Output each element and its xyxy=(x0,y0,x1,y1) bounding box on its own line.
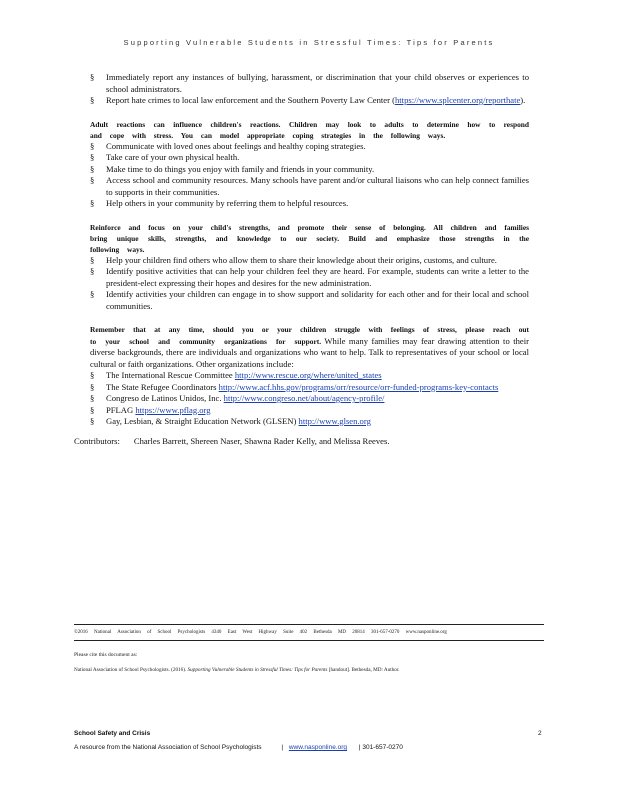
irc-link[interactable]: http://www.rescue.org/where/united_states xyxy=(234,370,382,380)
cite-instruction: Please cite this document as: xyxy=(74,652,138,658)
contributors-label: Contributors: xyxy=(74,435,120,446)
list-item: § Immediately report any instances of bullying, harassment, or discrimination that your child observes or experiences to school administrators. xyxy=(74,72,529,95)
list-item: § Make time to do things you enjoy with family and friends in your community. xyxy=(74,164,529,176)
section-strengths xyxy=(74,222,529,255)
footer-divider xyxy=(74,624,544,625)
running-header: Supporting Vulnerable Students in Stressful Times: Tips for Parents xyxy=(123,38,495,47)
section-intro: Remember that at any time, should you or your children struggle with feelings of stress, please reach out to your school and community organizations for support. While many families may fear drawing attention to their diverse backgrounds, there are individuals and organizations who want to help. Talk to representatives of your school or local cultural or faith organizations. Other organizations include: xyxy=(90,325,529,369)
list-item: § Congreso de Latinos Unidos, Inc. http://www.congreso.net/about/agency-profile/ xyxy=(74,393,529,405)
section-adult-reactions xyxy=(74,119,529,141)
coping-list xyxy=(74,141,529,210)
contributors-names: Charles Barrett, Shereen Naser, Shawna Rader Kelly, and Melissa Reeves. xyxy=(133,435,390,446)
list-item: § Help your children find others who allow them to share their knowledge about their origins, customs, and culture. xyxy=(74,255,529,267)
contributors-line xyxy=(74,436,529,448)
congreso-link[interactable]: http://www.congreso.net/about/agency-profile/ xyxy=(223,393,385,403)
section-intro: Adult reactions can influence children's reactions. Children may look to adults to determine how to respond and cope with stress. You can model appropriate coping strategies in the following ways. xyxy=(90,119,529,140)
organizations-list xyxy=(74,370,529,428)
acf-link[interactable]: http://www.acf.hhs.gov/programs/orr/resource/orr-funded-programs-key-contacts xyxy=(218,381,499,392)
list-item: § Report hate crimes to local law enforcement and the Southern Poverty Law Center (https://www.splcenter.org/reporthate). xyxy=(74,95,529,107)
list-item: § Identify activities your children can engage in to show support and solidarity for each other and for their local and school communities. xyxy=(74,289,529,312)
citation: National Association of School Psychologists. (2016). Supporting Vulnerable Students in Stressful Times: Tips for Parents [handout]. Bethesda, MD: Author. xyxy=(74,667,400,673)
section-intro: Reinforce and focus on your child's strengths, and promote their sense of belonging. All children and families bring unique skills, strengths, and knowledge to our society. Build and emphasize those strengths in the following ways. xyxy=(90,222,529,254)
glsen-link[interactable]: http://www.glsen.org xyxy=(298,416,371,426)
list-item: § Access school and community resources. Many schools have parent and/or cultural liaisons who can help connect families to supports in their communities. xyxy=(74,175,529,198)
list-item: § PFLAG https://www.pflag.org xyxy=(74,405,529,417)
section-reach-out xyxy=(74,324,529,370)
list-item: § Help others in your community by referring them to helpful resources. xyxy=(74,198,529,210)
series-title: School Safety and Crisis xyxy=(74,730,151,737)
resource-line: A resource from the National Association of School Psychologists | www.nasponline.org | 301-657-0270 xyxy=(74,744,403,751)
document-body xyxy=(74,72,529,447)
list-item: § Identify positive activities that can help your children feel they are heard. For example, students can write a letter to the president-elect expressing their hopes and desires for the new administration. xyxy=(74,266,529,289)
strengths-list xyxy=(74,255,529,313)
list-item: § The State Refugee Coordinators http://www.acf.hhs.gov/programs/orr/resource/orr-funded-programs-key-contacts xyxy=(74,382,529,394)
list-item: § Take care of your own physical health. xyxy=(74,152,529,164)
website-link[interactable]: www.nasponline.org xyxy=(288,744,348,751)
list-item: § Gay, Lesbian, & Straight Education Network (GLSEN) http://www.glsen.org xyxy=(74,416,529,428)
pflag-link[interactable]: https://www.pflag.org xyxy=(135,404,211,415)
footer-divider xyxy=(74,640,544,641)
reporting-list xyxy=(74,72,529,107)
page-number: 2 xyxy=(538,730,542,737)
splcenter-link[interactable]: https://www.splcenter.org/reporthate xyxy=(395,95,521,105)
list-item: § Communicate with loved ones about feelings and healthy coping strategies. xyxy=(74,141,529,153)
list-item: § The International Rescue Committee http://www.rescue.org/where/united_states xyxy=(74,370,529,382)
copyright-line: ©2016 National Association of School Psychologists 4340 East West Highway Suite 402 Bethesda MD 20814 301-657-0270 www.nasponline.org xyxy=(74,630,447,635)
